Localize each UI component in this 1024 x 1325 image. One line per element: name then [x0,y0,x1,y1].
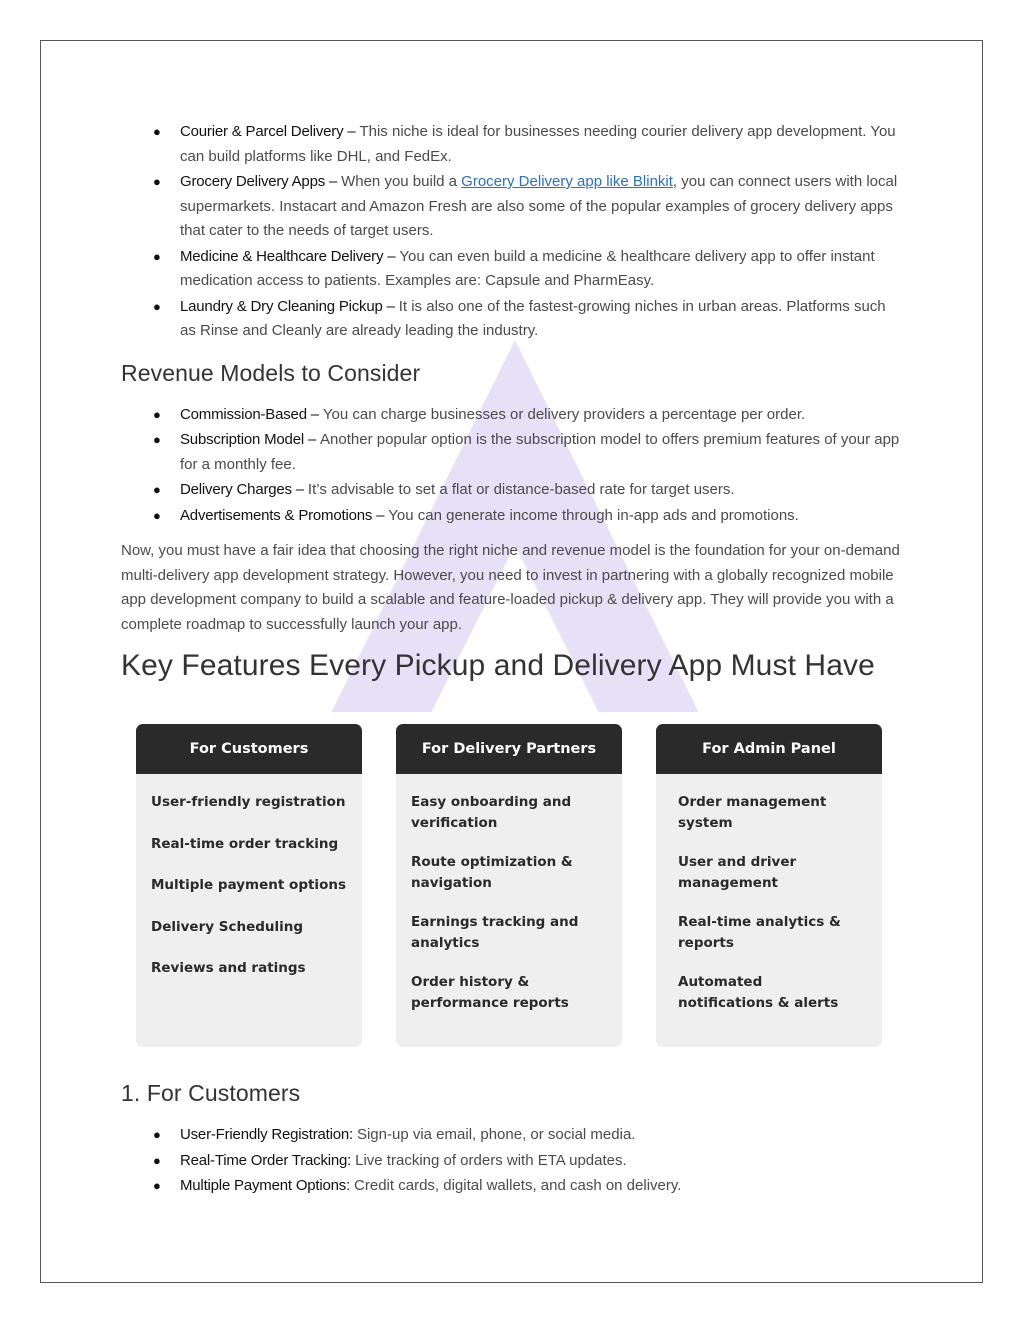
card-item: Reviews and ratings [151,960,306,976]
admin-panel-card [656,724,882,1047]
customer-feature-list [121,1123,905,1199]
bullet-term: Courier & Parcel Delivery – [180,123,360,140]
card-item: Order management system [678,794,827,831]
bullet-dot-icon: ● [153,174,161,189]
bullet-dot-icon: ● [153,507,161,523]
bullet-desc: It’s advisable to set a flat or distance-based rate for target users. [307,481,735,498]
card-title: For Customers [136,724,362,774]
bullet-term: Delivery Charges – [180,481,308,498]
card-item: Delivery Scheduling [151,918,304,935]
bullet-term: Commission-Based – [180,405,323,423]
customers-card [136,724,362,1047]
bullet-desc: Live tracking of orders with ETA updates. [355,1151,627,1169]
bullet-term: Subscription Model – [180,431,321,448]
card-item: User-friendly registration [151,794,346,810]
bullet-desc: It is also one of the fastest-growing niches in urban areas. Platforms such as Rinse and Cleanly are already leading the industry. [180,297,886,339]
bullet-desc: Credit cards, digital wallets, and cash on delivery. [354,1177,682,1194]
bullet-term: Real-Time Order Tracking: [180,1151,356,1169]
bullet-term: User-Friendly Registration: [180,1126,357,1143]
card-item: Easy onboarding and verification [411,794,572,831]
list-item [121,1149,905,1174]
bullet-desc: When you build a [341,173,462,190]
bullet-dot-icon: ● [153,1178,161,1193]
bullet-dot-icon: ● [153,248,161,264]
card-title: For Delivery Partners [396,724,622,774]
bullet-term: Medicine & Healthcare Delivery – [180,247,400,265]
revenue-list [121,403,905,529]
summary-paragraph: Now, you must have a fair idea that choosing the right niche and revenue model is the foundation for your on-demand multi-delivery app development strategy. However, you need to invest in partnering with a globally recognized mobile app development company to build a scalable and feature-loaded pickup & delivery app. They will provide you with a complete roadmap to successfully launch your app. [121,542,900,633]
bullet-term: Advertisements & Promotions – [180,506,389,524]
card-item: Earnings tracking and analytics [411,914,579,951]
bullet-term: Laundry & Dry Cleaning Pickup – [180,297,399,315]
bullet-dot-icon: ● [153,298,161,314]
blinkit-link[interactable]: Grocery Delivery app like Blinkit [461,173,673,190]
customers-section [121,1080,905,1200]
features-heading: Key Features Every Pickup and Delivery App Must Have [121,649,875,682]
bullet-dot-icon: ● [153,1127,161,1142]
document-body [121,120,905,683]
bullet-desc: Another popular option is the subscription model to offers premium features of your app for a monthly fee. [180,431,900,473]
list-item [121,1174,905,1199]
bullet-desc: This niche is ideal for businesses needing courier delivery app development. You can build platforms like DHL, and FedEx. [180,123,896,165]
list-item [121,245,905,294]
delivery-partners-card [396,724,622,1047]
list-item [121,120,905,169]
bullet-dot-icon: ● [153,1152,161,1168]
bullet-term: Multiple Payment Options: [180,1177,355,1194]
card-item: Real-time analytics & reports [678,914,841,951]
card-item: Order history & performance reports [411,974,569,1011]
card-item: Multiple payment options [151,877,346,893]
bullet-desc: You can even build a medicine & healthcare delivery app to offer instant medication access to patients. Examples are: Capsule and PharmEasy. [180,247,875,289]
bullet-dot-icon: ● [153,482,161,497]
list-item [121,170,905,244]
list-item [121,1123,905,1148]
bullet-desc: Sign-up via email, phone, or social media. [356,1126,636,1143]
card-item: User and driver management [678,854,797,891]
list-item [121,403,905,428]
bullet-term: Grocery Delivery Apps – [180,173,342,190]
bullet-desc: , you can connect users with local supermarkets. Instacart and Amazon Fresh are also some of the popular examples of grocery delivery apps that cater to the needs of target users. [180,173,898,239]
list-item [121,295,905,344]
card-item: Real-time order tracking [151,835,339,852]
list-item [121,428,905,477]
features-infographic [121,712,903,1060]
bullet-dot-icon: ● [153,406,161,422]
list-item [121,504,905,529]
bullet-desc: You can generate income through in-app ads and promotions. [388,506,799,524]
bullet-dot-icon: ● [153,124,161,139]
bullet-dot-icon: ● [153,432,161,447]
revenue-heading: Revenue Models to Consider [121,359,421,386]
card-item: Automated notifications & alerts [678,974,839,1011]
list-item [121,478,905,503]
card-title: For Admin Panel [656,724,882,774]
customers-heading: 1. For Customers [121,1080,301,1106]
bullet-desc: You can charge businesses or delivery providers a percentage per order. [322,405,806,423]
card-item: Route optimization & navigation [411,854,573,891]
niche-list [121,120,905,344]
